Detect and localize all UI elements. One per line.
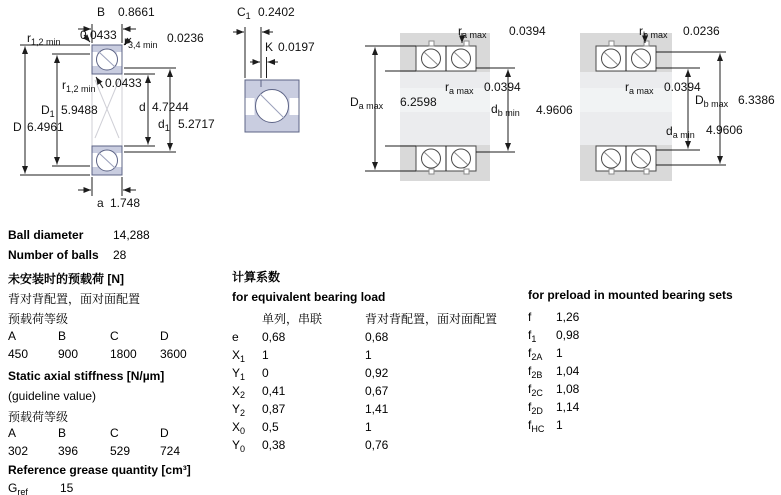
factor-y0-single: 0,38 <box>262 438 286 452</box>
mounted-bearing-abutment-drawing-2 <box>575 0 781 215</box>
preload-factor-value-f2b: 1,04 <box>556 364 580 378</box>
bearing-cross-section-diagram <box>0 0 230 222</box>
stiffness-value-c: 529 <box>110 444 131 458</box>
ball-diameter-value: 14,288 <box>113 228 150 242</box>
dim-value-d: 4.7244 <box>152 100 189 114</box>
preload-value-b: 900 <box>58 347 79 361</box>
number-of-balls-value: 28 <box>113 248 127 262</box>
factor-y2-single: 0,87 <box>262 402 286 416</box>
calc-row-e <box>232 330 524 348</box>
preload-factor-value-f1: 0,98 <box>556 328 580 342</box>
preload-class-b: B <box>58 329 67 343</box>
number-of-balls-row <box>8 248 230 268</box>
number-of-balls-label: Number of balls <box>8 248 99 262</box>
equivalent-load-subtitle: for equivalent bearing load <box>232 290 386 304</box>
dim-value-ra-max-top-1: 0.0394 <box>509 24 546 38</box>
dim-label-db-min: $d_{b min}$ <box>491 102 520 118</box>
preload-arrangement-subtitle: 背对背配置，面对面配置 <box>8 292 141 306</box>
dim-label-K: K <box>265 40 274 54</box>
dim-label-d1: $d_1$ <box>158 117 170 133</box>
calc-header-back-to-back: 背对背配置，面对面配置 <box>365 312 498 326</box>
specifications-column <box>8 228 230 495</box>
factor-x2-single: 0,41 <box>262 384 286 398</box>
factor-e-paired: 0,68 <box>365 330 389 344</box>
calc-row-y0 <box>232 438 524 456</box>
dim-value-a: 1.748 <box>110 196 141 210</box>
preload-factor-value-f2a: 1 <box>556 346 563 360</box>
dim-label-D1: $D_1$ <box>41 103 55 119</box>
factor-label-x0: $X_0$ <box>232 420 246 436</box>
calc-table-header-row <box>232 310 524 330</box>
dim-label-C1: $C_1$ <box>237 5 251 21</box>
dim-label-r12-min-mid: $r_{1,2 min}$ <box>62 78 96 94</box>
calc-header-single-tandem: 单列，串联 <box>262 312 323 326</box>
stiffness-value-a: 302 <box>8 444 29 458</box>
dim-label-rb-max-top: $r_{b max}$ <box>639 24 668 40</box>
dim-label-a: a <box>97 196 104 210</box>
calc-row-y2 <box>232 402 524 420</box>
grease-quantity-row <box>8 481 230 495</box>
dim-label-Db-max: $D_{b max}$ <box>695 93 729 109</box>
dim-value-ra-max-mid-2: 0.0394 <box>664 80 701 94</box>
preload-factor-value-f2d: 1,14 <box>556 400 580 414</box>
preload-values-row <box>8 347 230 366</box>
grease-quantity-value: 15 <box>60 481 74 495</box>
factor-y0-paired: 0,76 <box>365 438 389 452</box>
dim-value-B: 0.8661 <box>118 5 155 19</box>
preload-factor-label-f1: $f_1$ <box>528 328 537 344</box>
preload-factor-value-fhc: 1 <box>556 418 563 432</box>
preload-value-d: 3600 <box>160 347 187 361</box>
stiffness-values-row <box>8 444 230 462</box>
stiffness-value-b: 396 <box>58 444 79 458</box>
stiffness-class-a: A <box>8 426 17 440</box>
preload-factors-title: for preload in mounted bearing sets <box>528 288 733 302</box>
preload-factor-row-f2a <box>528 346 776 364</box>
factor-y1-single: 0 <box>262 366 269 380</box>
preload-factor-row-fhc <box>528 418 776 436</box>
dim-value-Da-max: 6.2598 <box>400 95 437 109</box>
preload-factor-label-f2c: $f_{2C}$ <box>528 382 543 398</box>
stiffness-note: (guideline value) <box>8 389 97 403</box>
dim-label-r12-min-top: $r_{1,2 min}$ <box>27 31 61 47</box>
factor-label-x2: $X_2$ <box>232 384 246 400</box>
grease-section-title: Reference grease quantity [cm³] <box>8 463 191 477</box>
preload-factors-column <box>528 288 776 436</box>
dim-label-d: d <box>139 100 146 114</box>
dim-label-ra-max-mid-1: $r_{a max}$ <box>445 80 474 96</box>
ball-diameter-row <box>8 228 230 248</box>
factor-y1-paired: 0,92 <box>365 366 389 380</box>
stiffness-class-c: C <box>110 426 119 440</box>
factor-label-x1: $X_1$ <box>232 348 246 364</box>
preload-factor-label-f2d: $f_{2D}$ <box>528 400 543 416</box>
stiffness-class-header-row <box>8 426 230 444</box>
factor-x1-paired: 1 <box>365 348 372 362</box>
calc-header-spacer <box>232 310 262 330</box>
dim-label-ra-max-top-1: $r_{a max}$ <box>458 24 487 40</box>
calc-row-x0 <box>232 420 524 438</box>
preload-factor-label-fhc: $f_{HC}$ <box>528 418 545 434</box>
calculation-factors-column <box>232 268 524 456</box>
dim-value-d1: 5.2717 <box>178 117 215 131</box>
factor-x1-single: 1 <box>262 348 269 362</box>
preload-factor-row-f1 <box>528 328 776 346</box>
calc-factors-title: 计算系数 <box>232 270 281 284</box>
preload-value-c: 1800 <box>110 347 137 361</box>
preload-class-d: D <box>160 329 169 343</box>
dim-value-r34-min: 0.0236 <box>167 31 204 45</box>
factor-label-y1: $Y_1$ <box>232 366 246 382</box>
stiffness-class-d: D <box>160 426 169 440</box>
dim-value-rb-max-top: 0.0236 <box>683 24 720 38</box>
preload-factor-label-f: f <box>528 310 532 324</box>
factor-x0-paired: 1 <box>365 420 372 434</box>
dim-value-db-min: 4.9606 <box>536 103 573 117</box>
dim-value-da-min: 4.9606 <box>706 123 743 137</box>
preload-class-label: 预载荷等级 <box>8 312 69 326</box>
dim-label-r34-min: $r_{3,4 min}$ <box>124 34 158 50</box>
factor-label-y0: $Y_0$ <box>232 438 246 454</box>
preload-value-a: 450 <box>8 347 29 361</box>
dim-value-r12-min-top: 0.0433 <box>80 28 117 42</box>
dim-label-B: B <box>97 5 106 19</box>
preload-factor-row-f2c <box>528 382 776 400</box>
dim-value-ra-max-mid-1: 0.0394 <box>484 80 521 94</box>
calc-row-x1 <box>232 348 524 366</box>
calc-row-y1 <box>232 366 524 384</box>
mounted-bearing-abutment-diagram-1 <box>345 0 573 215</box>
dim-label-da-min: $d_{a min}$ <box>666 124 695 140</box>
dim-value-D: 6.4961 <box>27 120 64 134</box>
stiffness-class-b: B <box>58 426 67 440</box>
dim-value-Db-max: 6.3386 <box>738 93 775 107</box>
preload-section-title: 未安装时的预载荷 [N] <box>8 272 124 286</box>
factor-label-y2: $Y_2$ <box>232 402 246 418</box>
dim-value-D1: 5.9488 <box>61 103 98 117</box>
factor-x0-single: 0,5 <box>262 420 279 434</box>
factor-y2-paired: 1,41 <box>365 402 389 416</box>
preload-factor-row-f2d <box>528 400 776 418</box>
mounted-bearing-abutment-diagram-2 <box>575 0 781 215</box>
preload-factor-label-f2a: $f_{2A}$ <box>528 346 543 362</box>
factor-x2-paired: 0,67 <box>365 384 389 398</box>
preload-class-header-row <box>8 329 230 347</box>
dim-label-ra-max-mid-2: $r_{a max}$ <box>625 80 654 96</box>
preload-factor-row-f2b <box>528 364 776 382</box>
dim-value-K: 0.0197 <box>278 40 315 54</box>
stiffness-section-title: Static axial stiffness [N/µm] <box>8 369 165 383</box>
preload-class-a: A <box>8 329 17 343</box>
stiffness-value-d: 724 <box>160 444 181 458</box>
dim-label-Da-max: $D_{a max}$ <box>350 95 384 111</box>
grease-quantity-label: $G_{ref}$ <box>8 481 28 495</box>
factor-label-e: e <box>232 330 239 344</box>
preload-factor-value-f: 1,26 <box>556 310 580 324</box>
preload-factor-label-f2b: $f_{2B}$ <box>528 364 543 380</box>
calc-row-x2 <box>232 384 524 402</box>
preload-factor-row-f <box>528 310 776 328</box>
dim-value-r12-min-mid: 0.0433 <box>105 76 142 90</box>
ball-diameter-label: Ball diameter <box>8 228 84 242</box>
preload-factor-value-f2c: 1,08 <box>556 382 580 396</box>
dim-value-C1: 0.2402 <box>258 5 295 19</box>
factor-e-single: 0,68 <box>262 330 286 344</box>
dim-label-D: D <box>13 120 22 134</box>
stiffness-class-label: 预载荷等级 <box>8 410 69 424</box>
preload-class-c: C <box>110 329 119 343</box>
